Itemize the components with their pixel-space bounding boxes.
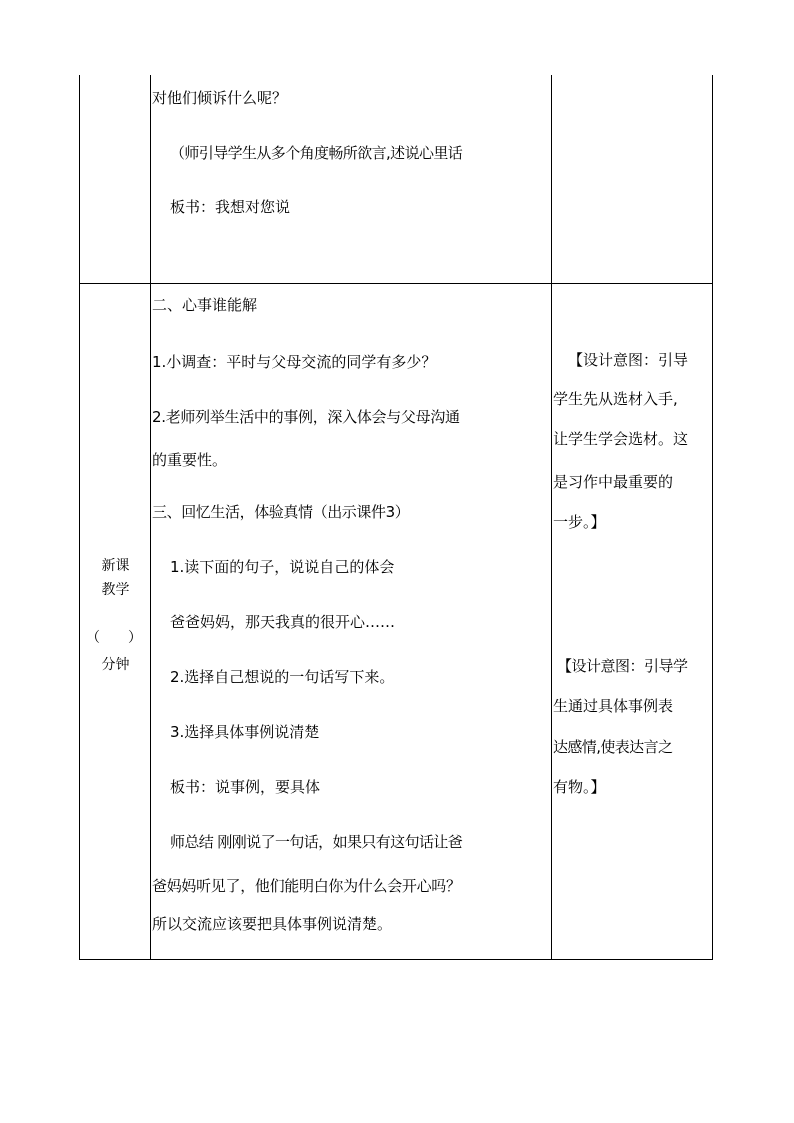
table-left-border (79, 75, 80, 960)
section-label-line: 教学 (101, 582, 130, 598)
design-intent-line: 【设计意图：引导 (568, 351, 689, 369)
lesson-step: 1.小调查：平时与父母交流的同学有多少？ (152, 353, 437, 371)
minutes-blank-open: （ (86, 630, 100, 646)
section-label-line: 分钟 (101, 657, 130, 673)
lesson-step: 2.老师列举生活中的事例，深入体会与父母沟通 (152, 408, 460, 426)
design-intent-line: 【设计意图：引导学 (557, 657, 688, 675)
design-intent-line: 有物。】 (553, 778, 606, 796)
lesson-step: 1.读下面的句子，说说自己的体会 (170, 558, 395, 576)
design-intent-line: 让学生学会选材。这 (553, 430, 689, 448)
column-divider-1 (150, 75, 151, 960)
section-label-line: 新课 (101, 558, 130, 574)
table-bottom-border (79, 959, 713, 960)
section-heading: 三、回忆生活，体验真情（出示课件3） (152, 503, 410, 521)
section-heading: 二、心事谁能解 (152, 296, 258, 314)
row1-text-line: 对他们倾诉什么呢？ (152, 89, 288, 107)
design-intent-line: 生通过具体事例表 (553, 697, 674, 715)
teacher-summary-line: 师总结 刚刚说了一句话，如果只有这句话让爸 (170, 833, 463, 851)
example-sentence: 爸爸妈妈，那天我真的很开心…… (170, 613, 396, 631)
design-intent-line: 达感情,使表达言之 (553, 738, 673, 756)
teacher-summary-line: 所以交流应该要把具体事例说清楚。 (152, 915, 393, 933)
board-note: 板书：说事例，要具体 (170, 778, 321, 796)
design-intent-line: 一步。】 (553, 513, 606, 531)
teacher-summary-line: 爸妈妈听见了，他们能明白你为什么会开心吗？ (152, 877, 461, 895)
lesson-step: 2.选择自己想说的一句话写下来。 (170, 668, 395, 686)
row-divider (79, 283, 713, 284)
row1-text-line: （师引导学生从多个角度畅所欲言,述说心里话 (170, 144, 463, 162)
column-divider-2 (551, 75, 552, 960)
lesson-step: 3.选择具体事例说清楚 (170, 723, 320, 741)
minutes-blank-close: ） (128, 630, 142, 646)
design-intent-line: 是习作中最重要的 (553, 473, 674, 491)
design-intent-line: 学生先从选材入手, (553, 390, 678, 408)
table-right-border (712, 75, 713, 960)
lesson-step-continuation: 的重要性。 (152, 451, 228, 469)
row1-board-note: 板书：我想对您说 (170, 198, 291, 216)
